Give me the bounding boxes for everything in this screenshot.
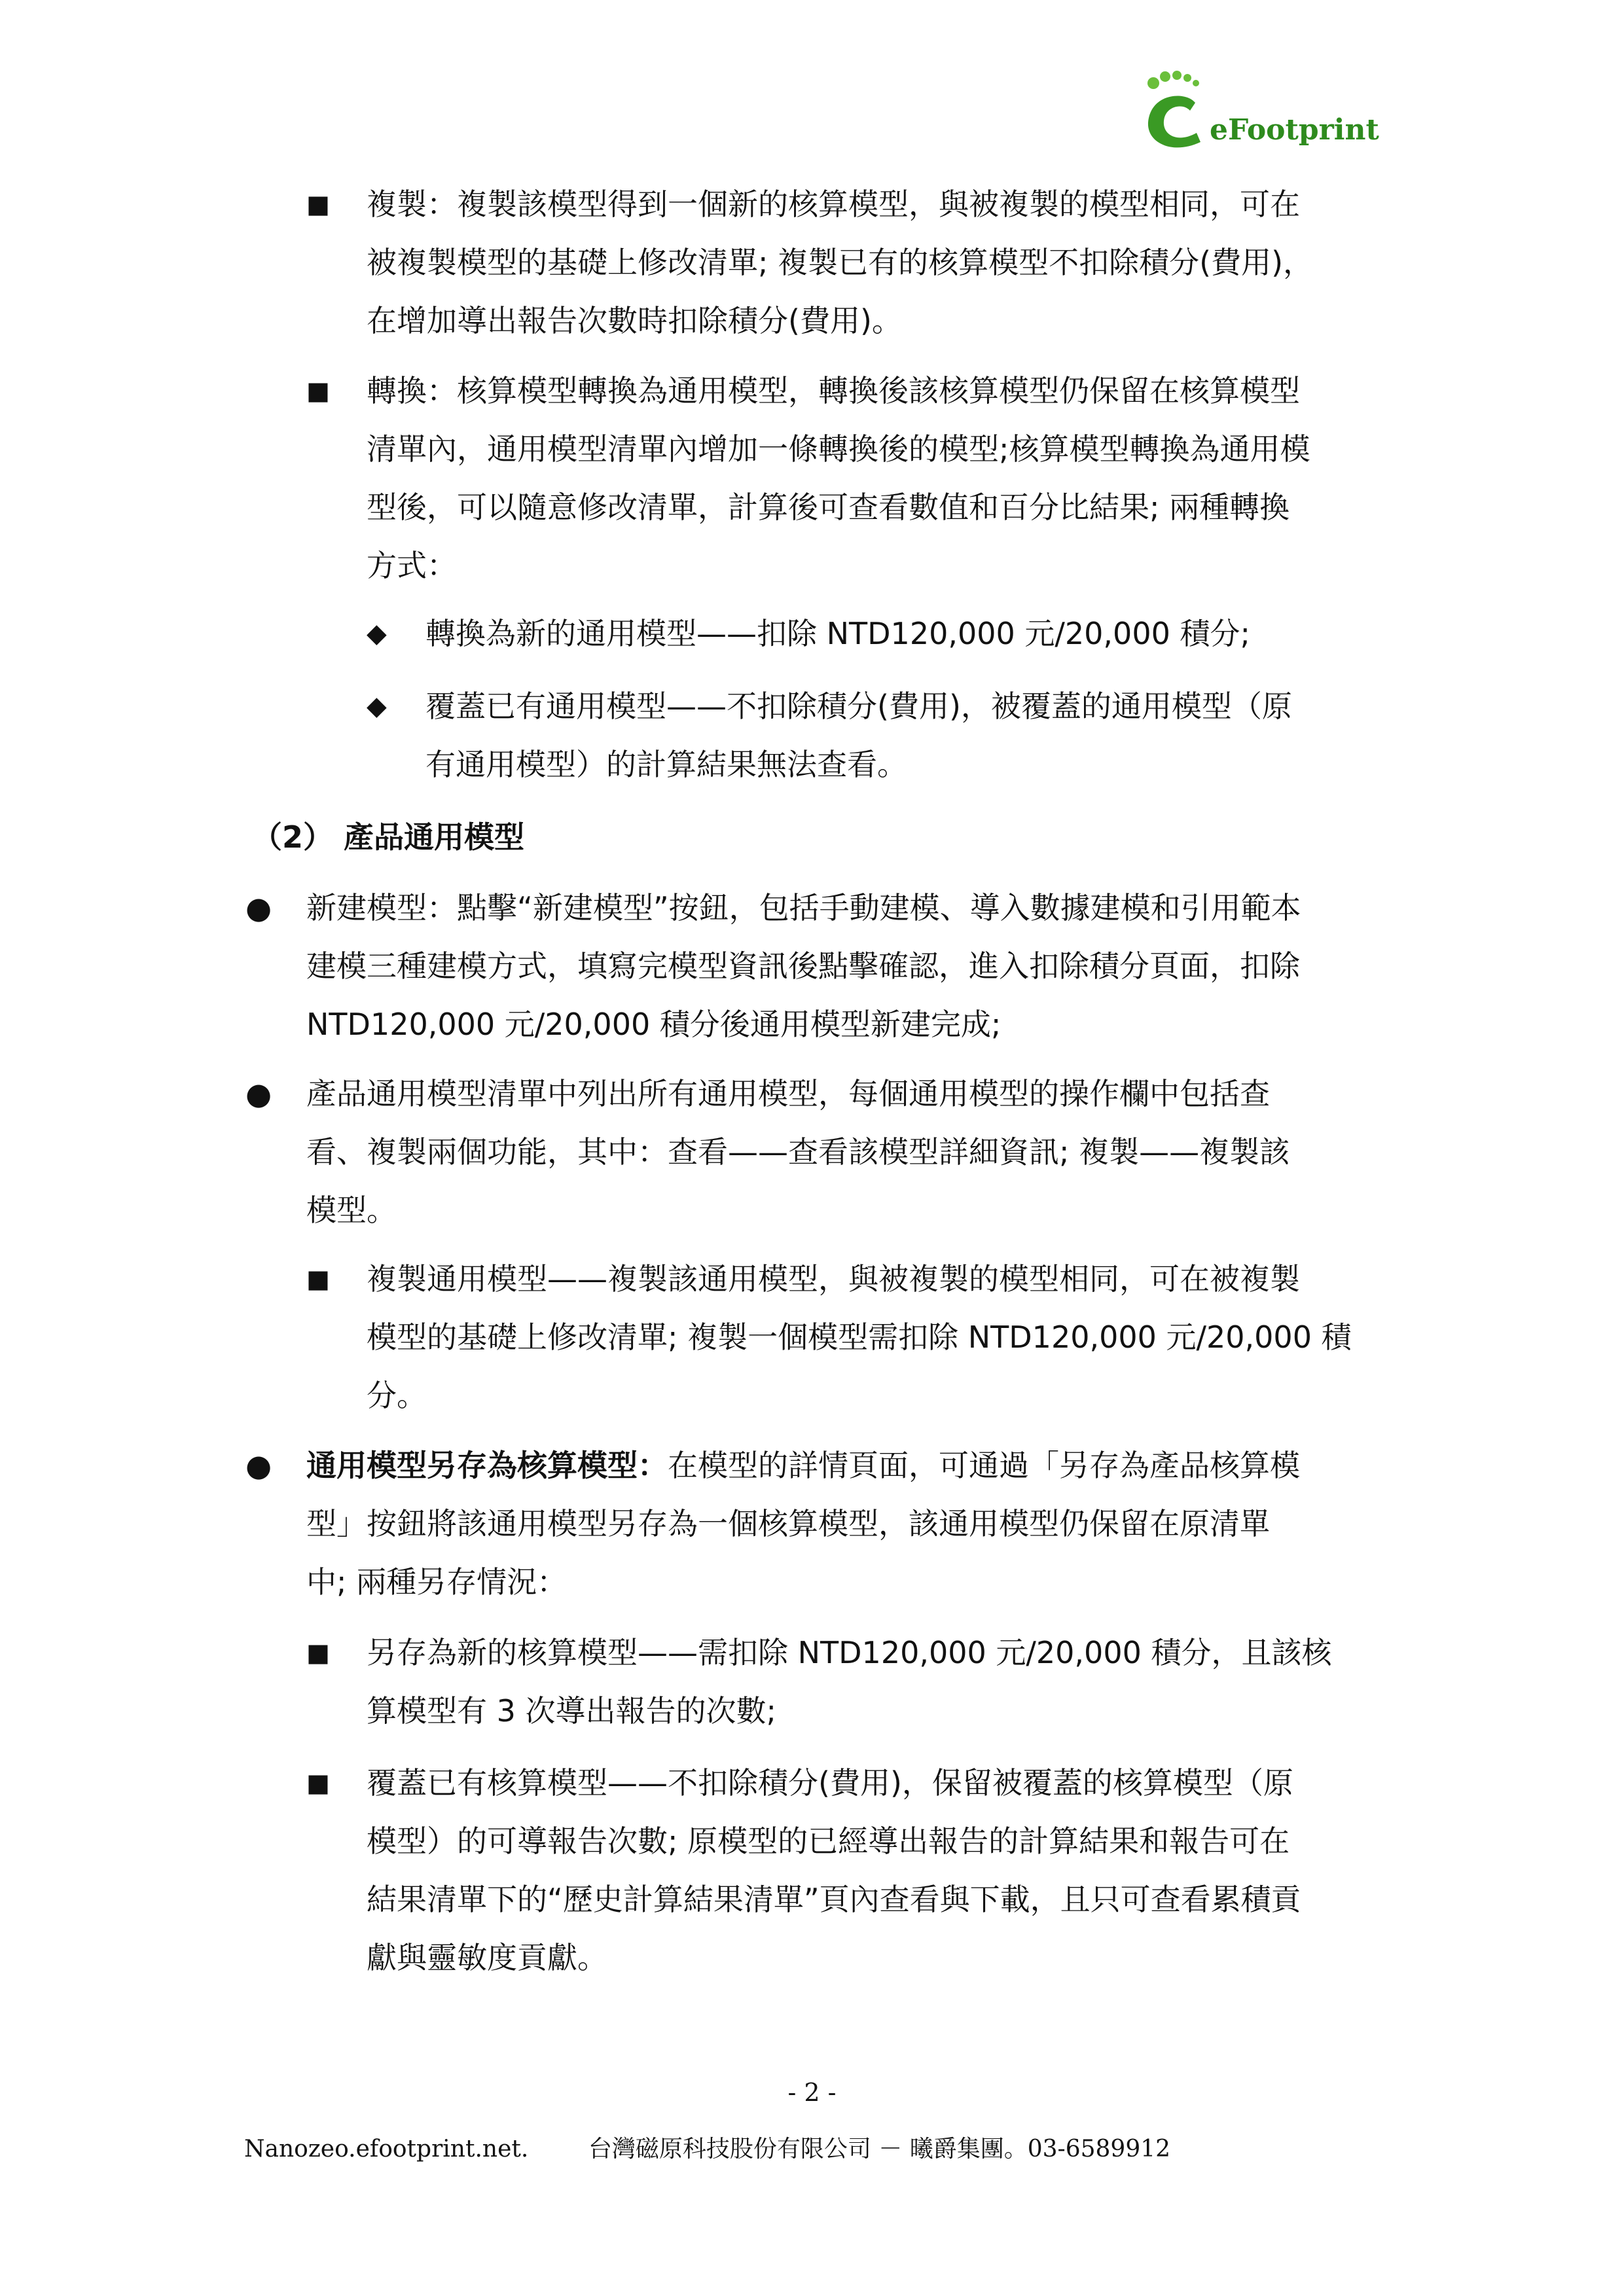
new-model-paragraph [306,879,1301,1054]
round-bullet-icon: ● [245,890,272,925]
section-heading: （2） 產品通用模型 [252,819,525,855]
diamond-bullet-icon: ◆ [367,619,387,649]
convert-option-overwrite [425,677,1292,794]
text-line: 型後，可以隨意修改清單，計算後可查看數值和百分比結果; 兩種轉換 [367,490,1290,525]
copy-general-model-paragraph [367,1250,1352,1425]
text-line: NTD120,000 元/20,000 積分後通用模型新建完成; [306,1007,1001,1042]
text-line: 分。 [367,1378,427,1413]
text-line: 覆蓋已有通用模型——不扣除積分(費用)，被覆蓋的通用模型（原 [425,689,1292,724]
square-bullet-icon: ■ [306,376,330,405]
footer [244,2130,1170,2164]
text-line: 模型。 [306,1193,397,1228]
text-line: 建模三種建模方式，填寫完模型資訊後點擊確認，進入扣除積分頁面，扣除 [306,948,1300,984]
save-as-option-overwrite [367,1754,1301,1987]
square-bullet-icon: ■ [306,1768,330,1797]
text-line: 方式： [367,548,457,583]
text-line: 產品通用模型清單中列出所有通用模型，每個通用模型的操作欄中包括查 [306,1076,1270,1111]
text-line: 覆蓋已有核算模型——不扣除積分(費用)，保留被覆蓋的核算模型（原 [367,1765,1293,1801]
text-line: 型」按鈕將該通用模型另存為一個核算模型，該通用模型仍保留在原清單 [306,1506,1270,1541]
text-line: 中; 兩種另存情況： [306,1564,568,1600]
save-as-lead: 通用模型另存為核算模型： [306,1448,668,1483]
text-line: 在增加導出報告次數時扣除積分(費用)。 [367,303,902,338]
text-line: 有通用模型）的計算結果無法查看。 [425,747,907,782]
text-line: 模型）的可導報告次數; 原模型的已經導出報告的計算結果和報告可在 [367,1823,1290,1859]
text-line: 複製通用模型——複製該通用模型，與被複製的模型相同，可在被複製 [367,1261,1300,1297]
footer-site: Nanozeo.efootprint.net. [244,2136,529,2162]
logo-text: eFootprint [1210,113,1379,147]
copy-paragraph [367,175,1313,350]
square-bullet-icon: ■ [306,190,330,219]
convert-option-new [425,605,1250,663]
efootprint-logo [1132,62,1391,164]
text-line: 獻與靈敏度貢獻。 [367,1940,607,1975]
save-as-option-new [367,1624,1331,1740]
text-line: 算模型有 3 次導出報告的次數; [367,1693,777,1729]
text-line: 被複製模型的基礎上修改清單; 複製已有的核算模型不扣除積分(費用)， [367,245,1314,280]
text-line: 轉換：核算模型轉換為通用模型，轉換後該核算模型仍保留在核算模型 [367,373,1300,408]
diamond-bullet-icon: ◆ [367,691,387,721]
footer-company: 台灣磁原科技股份有限公司 － 曦爵集團。03-6589912 [588,2136,1171,2162]
text-line: 清單內，通用模型清單內增加一條轉換後的模型;核算模型轉換為通用模 [367,431,1310,467]
text-line: 轉換為新的通用模型——扣除 NTD120,000 元/20,000 積分; [425,616,1250,651]
square-bullet-icon: ■ [306,1265,330,1293]
page-number: - 2 - [787,2078,837,2107]
text-line: 新建模型：點擊“新建模型”按鈕，包括手動建模、導入數據建模和引用範本 [306,890,1301,925]
convert-paragraph [367,362,1310,595]
square-bullet-icon: ■ [306,1638,330,1667]
text-line: 另存為新的核算模型——需扣除 NTD120,000 元/20,000 積分，且該核 [367,1635,1332,1670]
footprint-icon [1132,62,1218,160]
text-line: 看、複製兩個功能，其中：查看——查看該模型詳細資訊; 複製——複製該 [306,1134,1290,1170]
text-line [306,1437,1300,1495]
text-line: 複製：複製該模型得到一個新的核算模型，與被複製的模型相同，可在 [367,187,1300,222]
text-line: 模型的基礎上修改清單; 複製一個模型需扣除 NTD120,000 元/20,000 積 [367,1319,1352,1355]
text-line: 結果清單下的“歷史計算結果清單”頁內查看與下載，且只可查看累積貢 [367,1882,1301,1917]
round-bullet-icon: ● [245,1448,272,1483]
model-list-paragraph [306,1065,1290,1240]
text-run: 在模型的詳情頁面，可通過「另存為產品核算模 [668,1448,1300,1483]
save-as-paragraph [306,1437,1300,1611]
round-bullet-icon: ● [245,1076,272,1111]
